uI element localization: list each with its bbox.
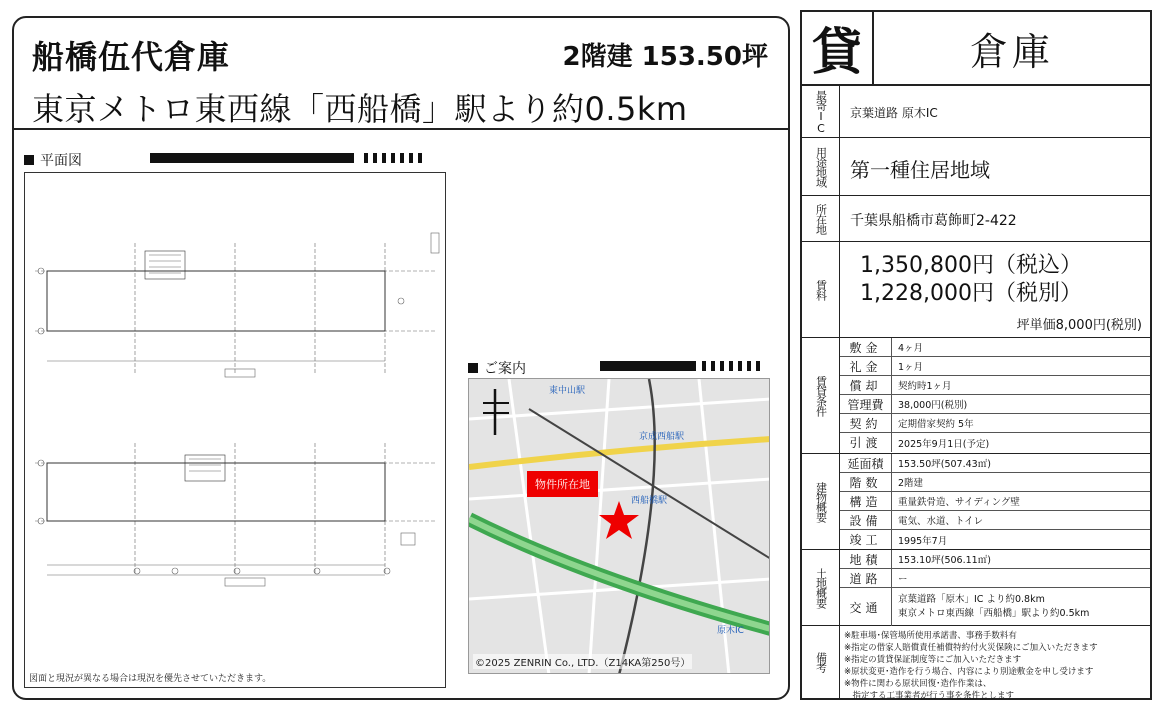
land-row [802, 550, 1150, 626]
floor-area: 2階建 153.50坪 [562, 42, 768, 72]
plan-header-dashes [364, 153, 422, 163]
building-label: 建物概要 [802, 454, 840, 549]
listing-header [14, 18, 788, 130]
lease-item: 管理費 38,000円(税別) [840, 395, 1150, 414]
lease-item: 敷金 4ヶ月 [840, 338, 1150, 357]
nearest-ic-label: 最寄IC [802, 86, 840, 137]
plan-label-text: 平面図 [40, 153, 82, 169]
address-row [802, 196, 1150, 242]
rent-row [802, 242, 1150, 338]
notes-list [844, 630, 1098, 702]
panel-header [802, 12, 1150, 86]
note-item: 指定する工事業者が行う事を条件とします [844, 691, 1015, 701]
rent-label: 賃料 [802, 242, 840, 337]
plan-section-label [24, 150, 82, 170]
floor-plan-drawing [25, 173, 445, 669]
lease-item: 引渡 2025年9月1日(予定) [840, 433, 1150, 452]
nearest-ic-row [802, 86, 1150, 138]
building-item: 竣工 1995年7月 [840, 530, 1150, 549]
floor-plan [24, 172, 446, 688]
property-title: 船橋伍代倉庫 [32, 38, 231, 76]
note-item: ※駐車場･保管場所使用承諾書、事務手数料有 [844, 631, 1017, 641]
plan-header-bar [150, 153, 354, 163]
unit-price: 坪単価8,000円(税別) [1016, 318, 1142, 333]
land-item: 道路 ー [840, 569, 1150, 588]
notes-row [802, 626, 1150, 701]
map-place-label: 東中山駅 [549, 386, 586, 396]
plan-disclaimer: 図面と現況が異なる場合は現況を優先させていただきます。 [29, 674, 272, 684]
traffic-ic: 京葉道路「原木」IC より約0.8km [898, 594, 1045, 605]
bullet-square-icon [24, 155, 34, 165]
building-item: 構造 重量鉄骨造、サイディング壁 [840, 492, 1150, 511]
building-item: 設備 電気、水道、トイレ [840, 511, 1150, 530]
note-item: ※物件に関わる原状回復･造作作業は、 [844, 679, 992, 689]
zoning-label: 用途地域 [802, 138, 840, 195]
rent-type: 貸 [802, 12, 874, 84]
land-label: 土地概要 [802, 550, 840, 625]
zoning-value: 第一種住居地域 [850, 158, 990, 182]
notes-label: 備考 [802, 626, 840, 698]
lease-item: 償却 契約時1ヶ月 [840, 376, 1150, 395]
nearest-ic-value: 京葉道路 原木IC [850, 106, 938, 120]
lease-terms-label: 賃貸条件 [802, 338, 840, 453]
building-item: 階数 2階建 [840, 473, 1150, 492]
station-access: 東京メトロ東西線「西船橋」駅より約0.5km [32, 90, 688, 128]
property-pin-label: 物件所在地 [527, 471, 598, 497]
map-credit: ©2025 ZENRIN Co., LTD.（Z14KA第250号） [473, 654, 692, 669]
land-item: 地積 153.10坪(506.11㎡) [840, 550, 1150, 569]
note-item: ※指定の賃貸保証制度等にご加入いただきます [844, 655, 1022, 665]
map-header-dashes [702, 361, 760, 371]
map-place-label: 原木IC [717, 626, 744, 636]
note-item: ※指定の借家人賠償責任補償特約付火災保険にご加入いただきます [844, 643, 1098, 653]
zoning-row [802, 138, 1150, 196]
access-map[interactable] [468, 378, 770, 674]
property-type: 倉庫 [969, 29, 1054, 74]
map-place-label: 京成西船駅 [639, 432, 685, 442]
rent-tax-included: 1,350,800円（税込） [860, 253, 1082, 278]
rent-tax-excluded: 1,228,000円（税別） [860, 281, 1082, 306]
bullet-square-icon [468, 363, 478, 373]
lease-terms-row [802, 338, 1150, 454]
lease-item: 礼金 1ヶ月 [840, 357, 1150, 376]
traffic-station: 東京メトロ東西線「西船橋」駅より約0.5km [898, 608, 1090, 619]
lease-item: 契約 定期借家契約 5年 [840, 414, 1150, 433]
traffic-item: 交通 京葉道路「原木」IC より約0.8km 東京メトロ東西線「西船橋」駅より約0.5km [840, 588, 1150, 626]
map-label-text: ご案内 [484, 361, 526, 377]
note-item: ※原状変更･造作を行う場合、内容により別途敷金を申し受けます [844, 667, 1094, 677]
map-place-label: 西船橋駅 [631, 496, 668, 506]
property-details-panel [800, 10, 1152, 700]
address-label: 所在地 [802, 196, 840, 241]
map-header-bar [600, 361, 696, 371]
address-value: 千葉県船橋市葛飾町2-422 [850, 213, 1017, 229]
building-item: 延面積 153.50坪(507.43㎡) [840, 454, 1150, 473]
listing-frame [12, 16, 790, 700]
building-row [802, 454, 1150, 550]
map-section-label [468, 358, 526, 378]
